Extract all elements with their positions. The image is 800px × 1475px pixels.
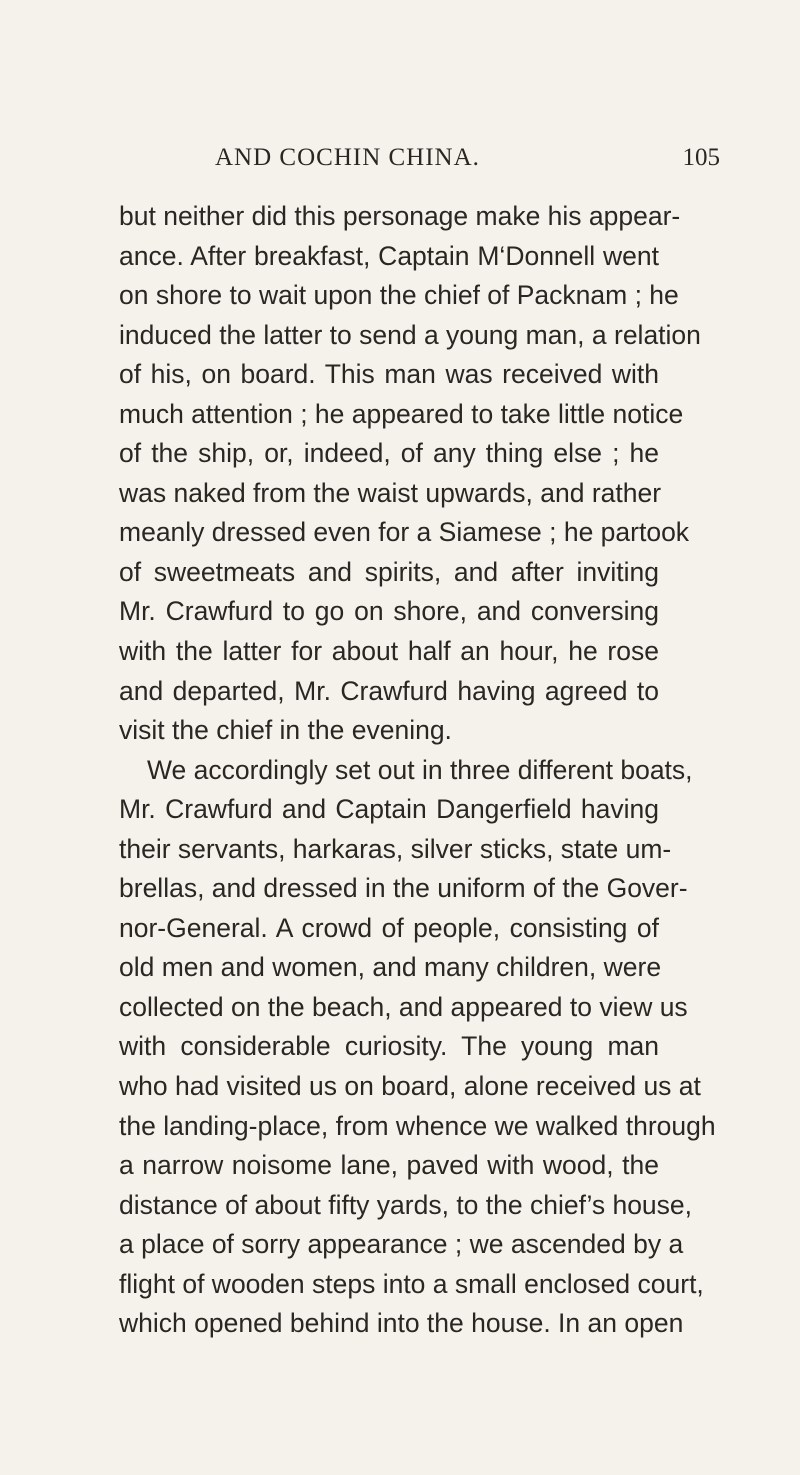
text-line: induced the latter to send a young man, a relation <box>119 319 701 350</box>
text-line: flight of wooden steps into a small enclosed court, <box>119 1268 704 1299</box>
text-line: a narrow noisome lane, paved with wood, the <box>119 1150 659 1181</box>
text-line: nor-General. A crowd of people, consisting of <box>119 912 659 943</box>
text-line: which opened behind into the house. In an open <box>119 1308 684 1339</box>
text-line: of his, on board. This man was received with <box>119 359 659 390</box>
text-line: was naked from the waist upwards, and rather <box>119 477 662 508</box>
text-line: who had visited us on board, alone received us at <box>119 1071 701 1102</box>
text-line: on shore to wait upon the chief of Packnam ; he <box>119 280 679 311</box>
text-line: of sweetmeats and spirits, and after inviting <box>119 556 659 587</box>
text-line: Mr. Crawfurd and Captain Dangerfield having <box>119 794 659 825</box>
text-line: We accordingly set out in three different boats, <box>147 754 693 785</box>
text-line: their servants, harkaras, silver sticks, state um- <box>119 833 672 864</box>
running-title: AND COCHIN CHINA. <box>215 144 480 171</box>
text-line: of the ship, or, indeed, of any thing else ; he <box>119 438 659 469</box>
text-line: much attention ; he appeared to take little notice <box>119 398 684 429</box>
text-line: visit the chief in the evening. <box>119 715 452 746</box>
text-line: brellas, and dressed in the uniform of the Gover- <box>119 873 688 904</box>
text-line: Mr. Crawfurd to go on shore, and conversing <box>119 596 659 627</box>
text-line: and departed, Mr. Crawfurd having agreed to <box>119 675 659 706</box>
running-head <box>120 140 720 176</box>
text-line: with the latter for about half an hour, he rose <box>119 636 659 667</box>
text-line: meanly dressed even for a Siamese ; he partook <box>119 517 690 548</box>
page-number: 105 <box>682 144 720 171</box>
text-line: distance of about fifty yards, to the chief’s house, <box>119 1189 693 1220</box>
text-line: old men and women, and many children, were <box>119 952 662 983</box>
text-line: a place of sorry appearance ; we ascended by a <box>119 1229 684 1260</box>
text-line: the landing-place, from whence we walked through <box>119 1110 716 1141</box>
text-line: collected on the beach, and appeared to view us <box>119 991 688 1022</box>
body-text <box>119 197 716 1344</box>
text-line: but neither did this personage make his appear- <box>119 201 681 231</box>
text-line: with considerable curiosity. The young man <box>119 1031 659 1062</box>
text-line: ance. After breakfast, Captain M‘Donnell went <box>119 240 659 271</box>
